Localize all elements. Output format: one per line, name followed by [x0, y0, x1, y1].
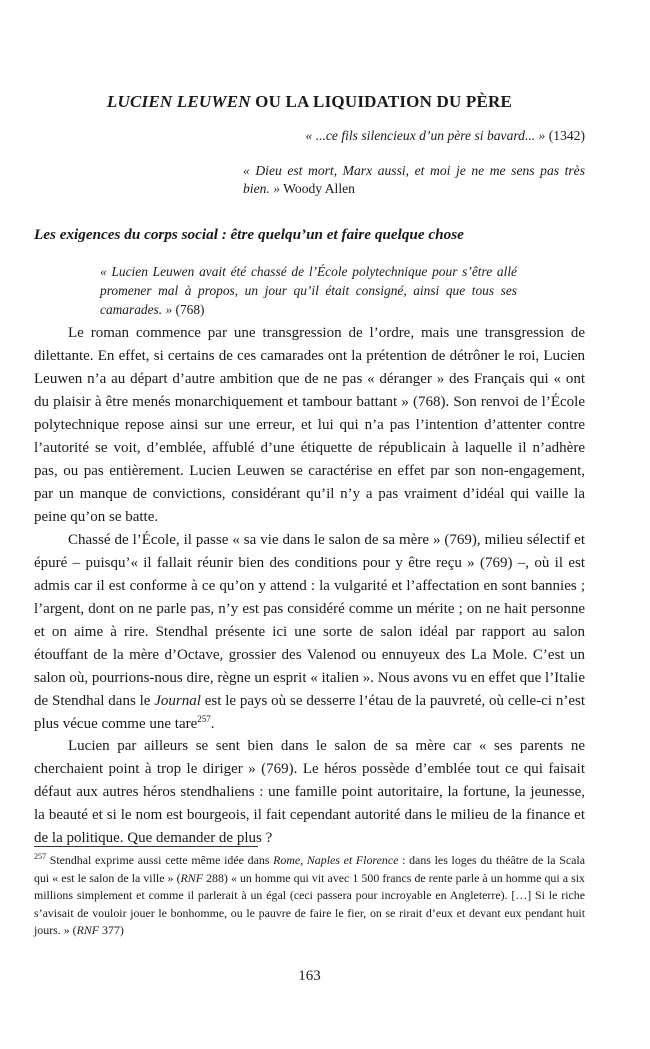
- footnote-text-1: Stendhal exprime aussi cette même idée dans: [46, 853, 274, 867]
- paragraph-2-text-b: est le pays où se desserre l’étau de la pauvreté, où celle-ci n’est plus vécue comme une tare: [34, 693, 585, 732]
- paragraph-1: Le roman commence par une transgression de l’ordre, mais une transgression de dilettante. En effet, si certains de ces camarades ont la prétention de détrôner le roi, Lucien Leuwen n’a au départ d’autre ambition que de ne pas « déranger » des Français qui « ont du plaisir à être menés monarchiquement et tambour battant » (768). Son renvoi de l’École polytechnique repose ainsi sur une erreur, et lui qui n’a pas l’intention d’attenter contre l’autorité se voit, d’emblée, affublé d’une étiquette de républicain à laquelle il n’adhère pas, ou pas entièrement. Lucien Leuwen se caractérise en effet par son non-engagement, par un manque de convictions, considérant qu’il n’y a pas vraiment d’idéal qui vaille la peine qu’on se batte.: [34, 325, 585, 525]
- section-heading: Les exigences du corps social : être quelqu’un et faire quelque chose: [34, 226, 464, 243]
- footnote-text-4: 377): [99, 923, 124, 937]
- footnote-number: 257: [34, 852, 46, 862]
- footnote-rnf-1: RNF: [180, 870, 203, 885]
- footnote-divider: [34, 846, 258, 847]
- paragraph-2-text-a: Chassé de l’École, il passe « sa vie dans le salon de sa mère » (769), milieu sélectif et épuré – puisqu’« il fallait réunir bien des conditions pour y être reçu » (769) –, où il est admis car il est conforme à ce qu’on y attend : la vulgarité et l’affectation en sont bannies ; l’argent, dont on ne parle pas, n’y est pas considéré comme un mérite ; on ne hait personne et on aime à rire. Stendhal présente ici une sorte de salon idéal par rapport au salon étouffant de la mère d’Octave, grossier des Valenod ou ennuyeux des La Mole. C’est un salon où, pourrions-nous dire, règne un esprit « italien ». Nous avons vu en effet que l’Italie de Stendhal dans le: [34, 532, 585, 709]
- epigraph-1-quote: « ...ce fils silencieux d’un père si bavard... »: [305, 128, 546, 143]
- paragraph-2: [34, 529, 585, 736]
- epigraph-2-quote: « Dieu est mort, Marx aussi, et moi je ne me sens pas très bien. »: [243, 163, 585, 196]
- footnote-text-3: 288) « un homme qui vit avec 1 500 francs de rente parle à un homme qui a six millions simplement et comme il parlerait à un égal (ceci passera pour incroyable en Angleterre). […] Si le riche s’avisait de vouloir jouer le bonhomme, ou le pauvre de faire le fier, on se rirait d’eux et devant eux pendant huit jours. » (: [34, 870, 585, 937]
- chapter-title: [34, 92, 585, 112]
- epigraph-1: [243, 127, 585, 145]
- footnote-book-title: Rome, Naples et Florence: [273, 853, 399, 867]
- footnote-text-2: : dans les loges du théâtre de la Scala qui « est le salon de la ville » (: [34, 853, 585, 885]
- chapter-title-rest: OU LA LIQUIDATION DU PÈRE: [250, 92, 513, 111]
- block-quote-ref: (768): [172, 302, 205, 317]
- block-quote-text: « Lucien Leuwen avait été chassé de l’École polytechnique pour s’être allé promener mal à propos, un jour qu’il était consigné, ainsi que tous ses camarades. »: [100, 264, 517, 317]
- page-number: 163: [298, 968, 321, 984]
- chapter-title-italic: LUCIEN LEUWEN: [106, 92, 251, 111]
- footnote-rnf-2: RNF: [76, 923, 100, 937]
- footnote-257: [34, 852, 585, 940]
- paragraph-2-end: .: [210, 716, 215, 732]
- epigraph-2-source: Woody Allen: [280, 181, 355, 196]
- paragraph-3: Lucien par ailleurs se sent bien dans le salon de sa mère car « ses parents ne cherchaient point à trop le diriger » (769). Le héros possède d’emblée tout ce qui faisait défaut aux autres héros stendhaliens : une famille point autoritaire, la fortune, la jeunesse, la beauté et si le nom est bourgeois, il fait cependant autorité dans le milieu de la finance et de la politique. Que demander de plus ?: [34, 738, 585, 846]
- block-quote: [100, 262, 517, 319]
- footnote-ref-257[interactable]: 257: [197, 714, 211, 724]
- epigraph-2: [243, 162, 585, 198]
- journal-title: Journal: [154, 693, 201, 709]
- epigraph-1-source: (1342): [545, 128, 585, 143]
